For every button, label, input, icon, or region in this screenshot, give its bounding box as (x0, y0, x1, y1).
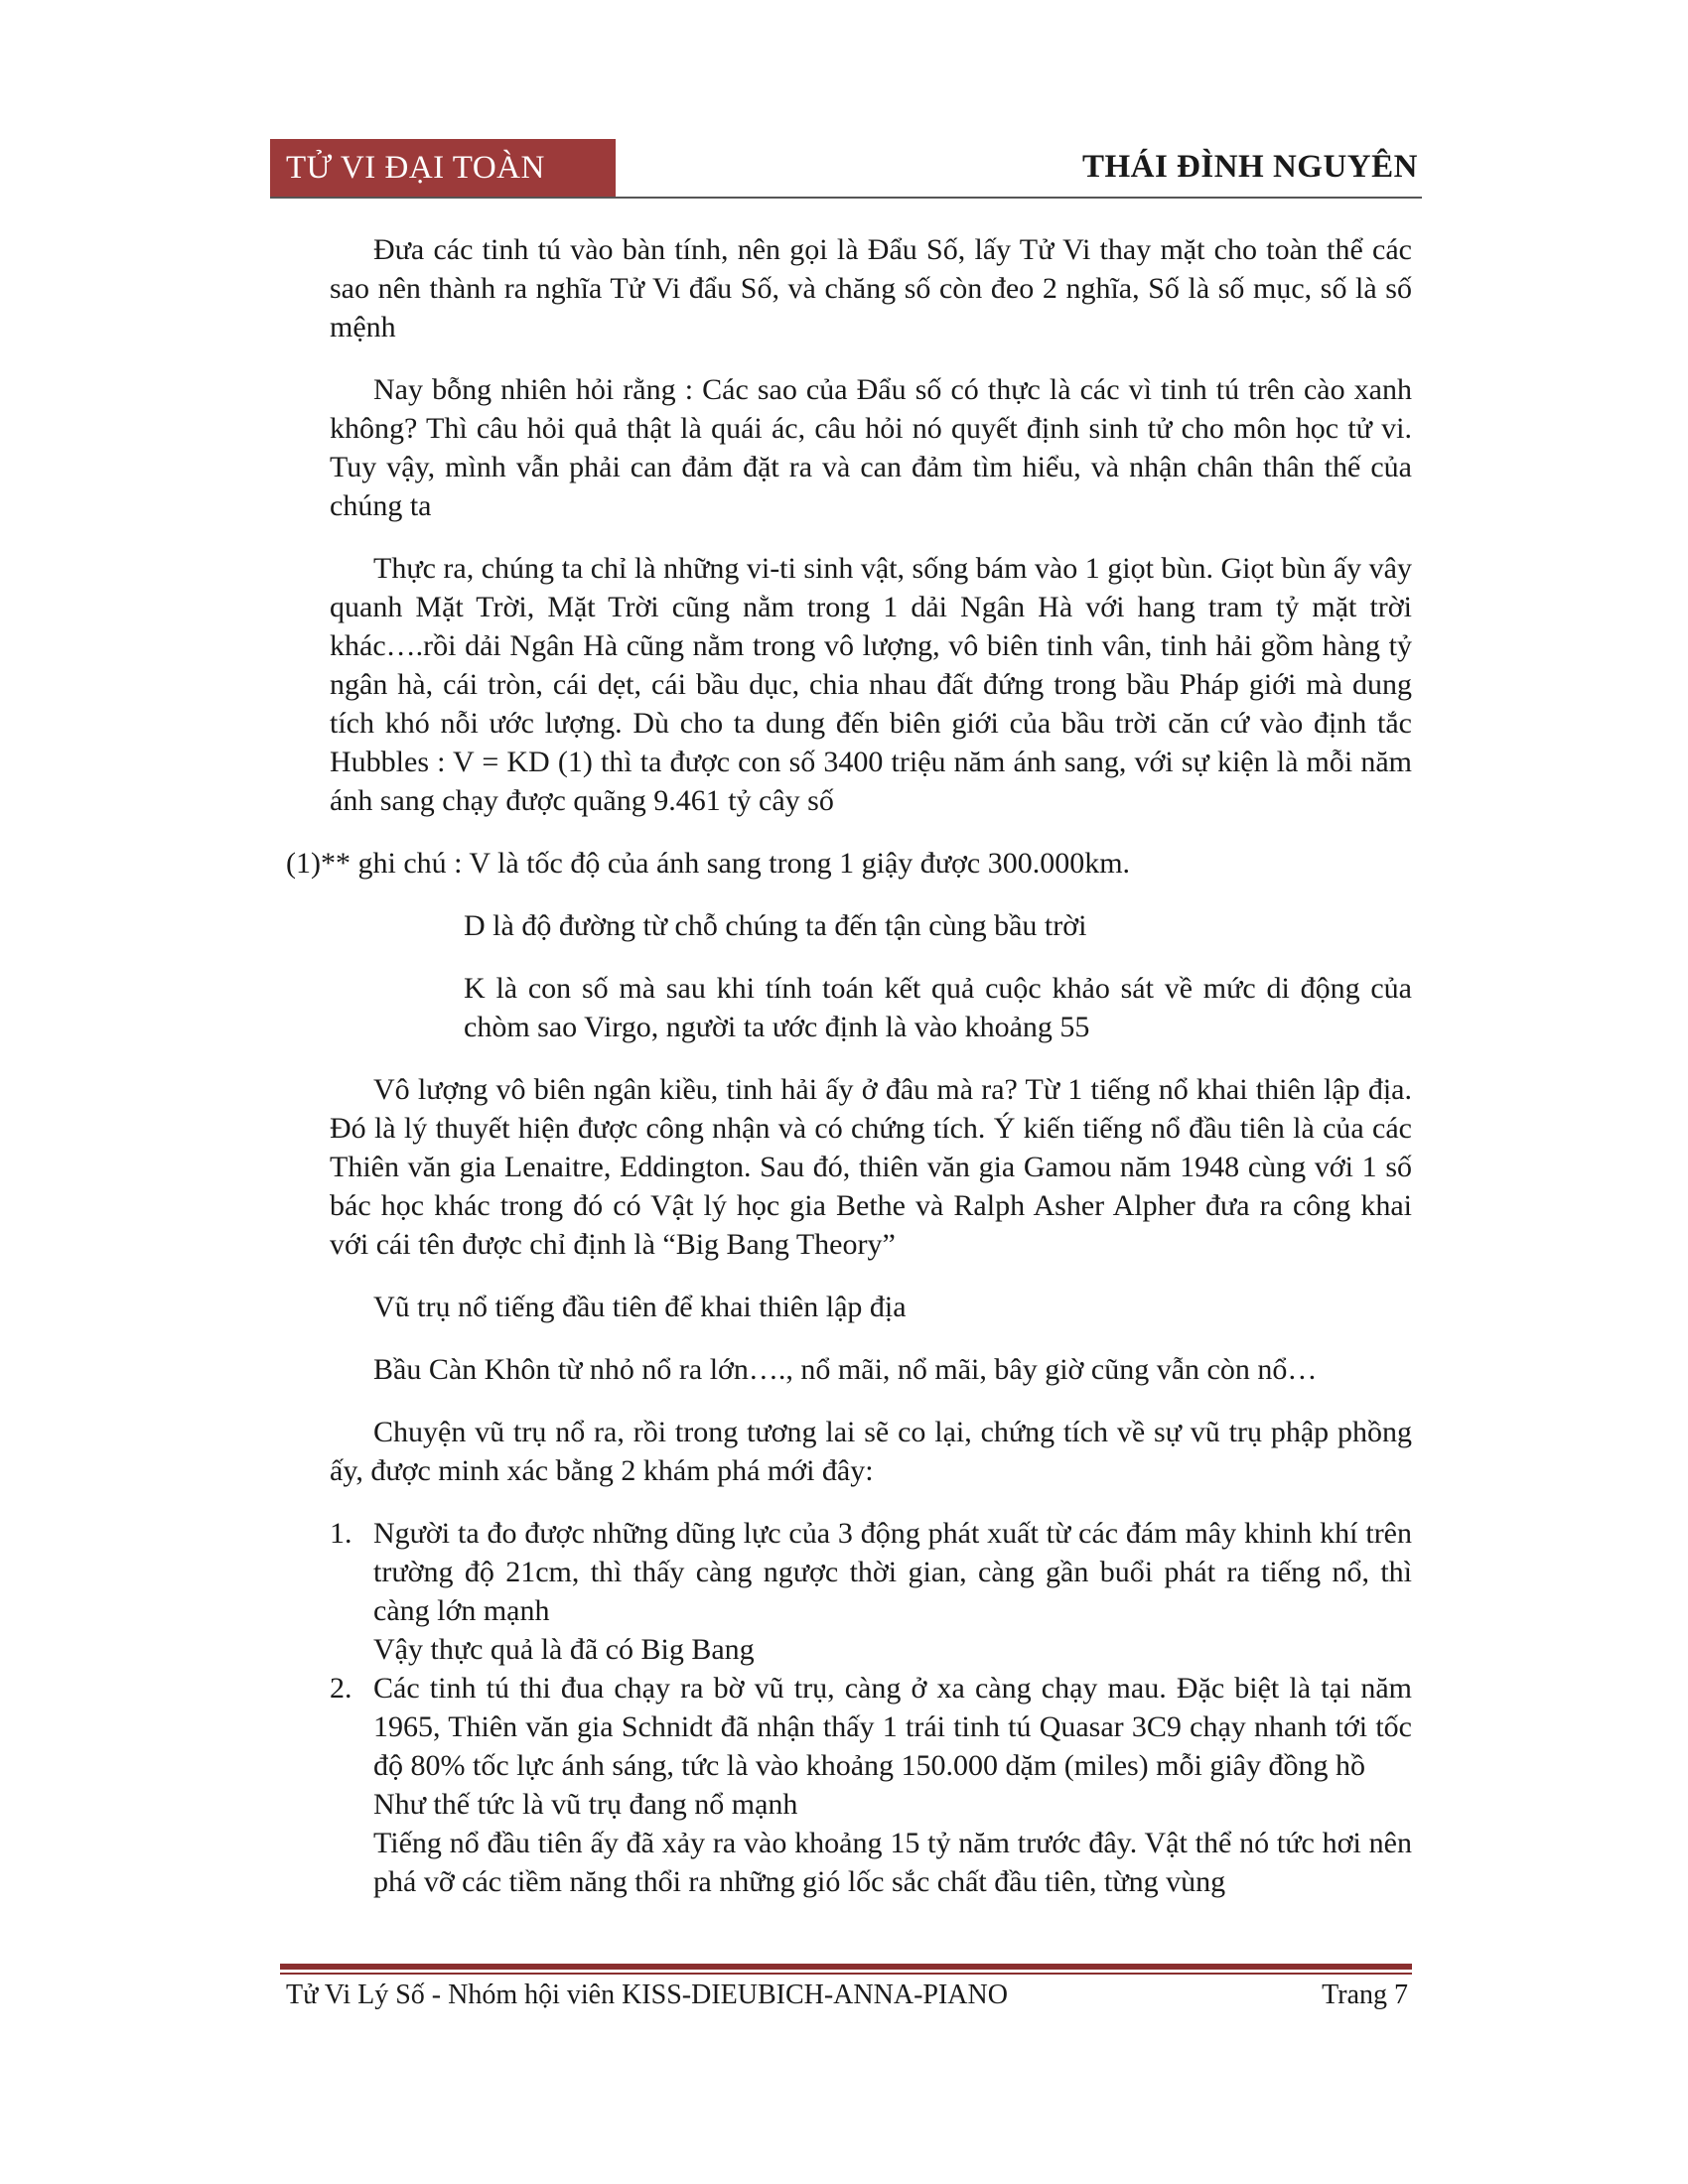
findings-list (330, 1514, 1412, 1901)
list-item-text: Như thế tức là vũ trụ đang nổ mạnh (373, 1788, 798, 1821)
header-title-band (270, 139, 616, 197)
footnote-k: K là con số mà sau khi tính toán kết quả cuộc khảo sát về mức di động của chòm sao Virgo, người ta ước định là vào khoảng 55 (464, 972, 1412, 1043)
paragraph-4: Vô lượng vô biên ngân kiều, tinh hải ấy ở đâu mà ra? Từ 1 tiếng nổ khai thiên lập địa. Đó là lý thuyết hiện được công nhận và có chứng tích. Ý kiến tiếng nổ đầu tiên là của các Thiên văn gia Lenaitre, Eddington. Sau đó, thiên văn gia Gamou năm 1948 cùng với 1 số bác học khác trong đó có Vật lý học gia Bethe và Ralph Asher Alpher đưa ra công khai với cái tên được chỉ định là “Big Bang Theory” (330, 1073, 1412, 1261)
page-number: Trang 7 (1322, 1979, 1408, 2010)
header-divider (270, 197, 1422, 199)
list-item (330, 1669, 1412, 1901)
paragraph-3: Thực ra, chúng ta chỉ là những vi-ti sinh vật, sống bám vào 1 giọt bùn. Giọt bùn ấy vây quanh Mặt Trời, Mặt Trời cũng nằm trong 1 dải Ngân Hà với hang tram tỷ mặt trời khác….rồi dải Ngân Hà cũng nằm trong vô lượng, vô biên tinh vân, tinh hải gồm hàng tỷ ngân hà, cái tròn, cái dẹt, cái bầu dục, chia nhau đất đứng trong bầu Pháp giới mà dung tích khó nỗi ước lượng. Dù cho ta dung đến biên giới của bầu trời căn cứ vào định tắc Hubbles : V = KD (1) thì ta được con số 3400 triệu năm ánh sang, với sự kiện là mỗi năm ánh sang chạy được quãng 9.461 tỷ cây số (330, 552, 1412, 817)
paragraph-7: Chuyện vũ trụ nổ ra, rồi trong tương lai sẽ co lại, chứng tích về sự vũ trụ phập phồng ấy, được minh xác bằng 2 khám phá mới đây: (330, 1416, 1412, 1487)
paragraph-1: Đưa các tinh tú vào bàn tính, nên gọi là Đẩu Số, lấy Tử Vi thay mặt cho toàn thể các sao nên thành ra nghĩa Tử Vi đẩu Số, và chăng số còn đeo 2 nghĩa, Số là số mục, số là số mệnh (330, 233, 1412, 343)
list-item-number: 2. (330, 1672, 352, 1705)
paragraph-5: Vũ trụ nổ tiếng đầu tiên để khai thiên lập địa (373, 1291, 907, 1323)
list-item-text: Tiếng nổ đầu tiên ấy đã xảy ra vào khoảng 15 tỷ năm trước đây. Vật thể nó tức hơi nên phá vỡ các tiềm năng thổi ra những gió lốc sắc chất đầu tiên, từng vùng (373, 1827, 1412, 1898)
list-item-text: Người ta đo được những dũng lực của 3 động phát xuất từ các đám mây khinh khí trên trường độ 21cm, thì thấy càng ngược thời gian, càng gần buổi phát ra tiếng nổ, thì càng lớn mạnh (373, 1517, 1412, 1627)
header-author: THÁI ĐÌNH NGUYÊN (1081, 149, 1418, 185)
footer-group-name: Tử Vi Lý Số - Nhóm hội viên KISS-DIEUBICH-ANNA-PIANO (286, 1979, 1008, 2010)
footnote-d: D là độ đường từ chỗ chúng ta đến tận cùng bầu trời (464, 909, 1087, 942)
paragraph-6: Bầu Càn Khôn từ nhỏ nổ ra lớn…., nổ mãi, nổ mãi, bây giờ cũng vẫn còn nổ… (373, 1353, 1318, 1386)
footer-divider-thick (280, 1964, 1412, 1970)
page-body (286, 230, 1412, 1901)
list-item-text: Vậy thực quả là đã có Big Bang (373, 1633, 755, 1666)
header-title: TỬ VI ĐẠI TOÀN (286, 149, 545, 186)
list-item (330, 1514, 1412, 1669)
list-item-number: 1. (330, 1517, 352, 1550)
footer-divider-thin (280, 1973, 1412, 1975)
footnote-v: (1)** ghi chú : V là tốc độ của ánh sang trong 1 giậy được 300.000km. (286, 847, 1131, 880)
list-item-text: Các tinh tú thi đua chạy ra bờ vũ trụ, càng ở xa càng chạy mau. Đặc biệt là tại năm 1965, Thiên văn gia Schnidt đã nhận thấy 1 trái tinh tú Quasar 3C9 chạy nhanh tới tốc độ 80% tốc lực ánh sáng, tức là vào khoảng 150.000 dặm (miles) mỗi giây đồng hồ (373, 1672, 1412, 1782)
paragraph-2: Nay bỗng nhiên hỏi rằng : Các sao của Đẩu số có thực là các vì tinh tú trên cào xanh không? Thì câu hỏi quả thật là quái ác, câu hỏi nó quyết định sinh tử cho môn học tử vi. Tuy vậy, mình vẫn phải can đảm đặt ra và can đảm tìm hiểu, và nhận chân thân thế của chúng ta (330, 373, 1412, 522)
